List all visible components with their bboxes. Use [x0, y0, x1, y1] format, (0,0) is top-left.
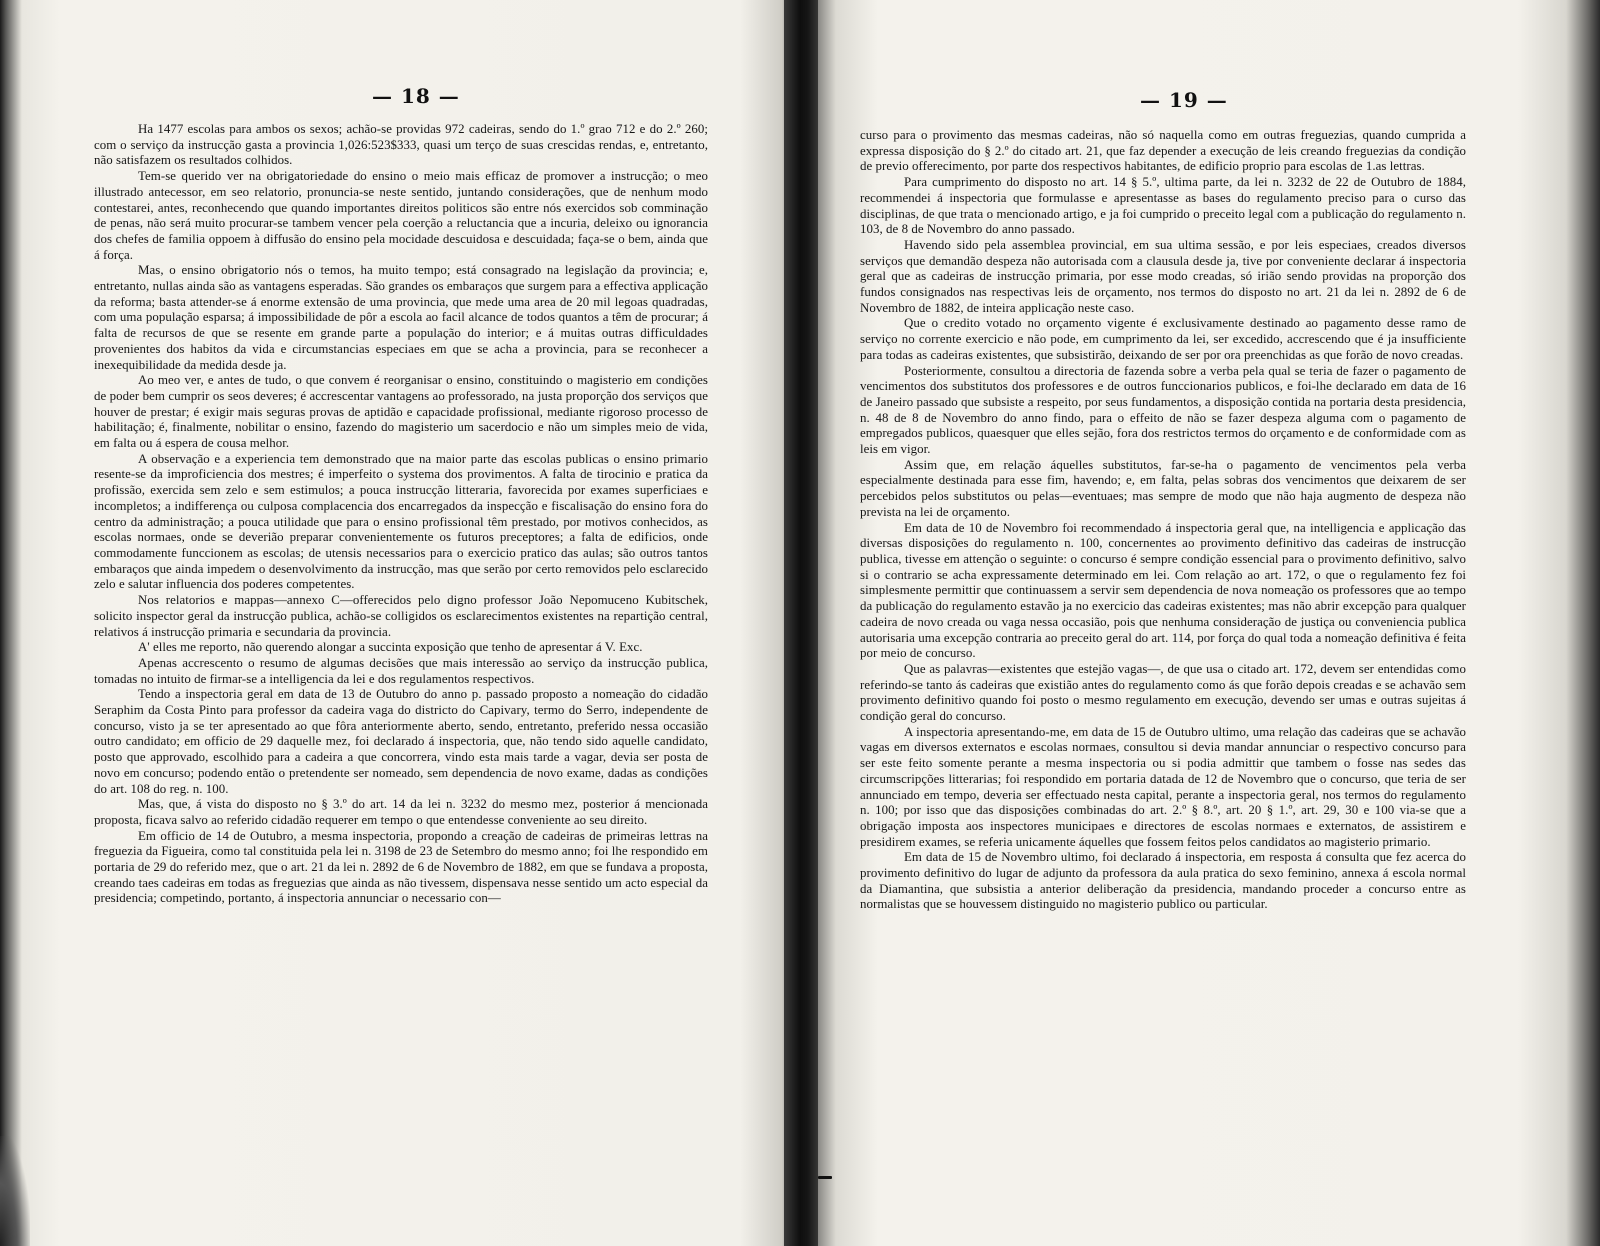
paragraph: A' elles me reporto, não querendo alongar a succinta exposição que tenho de apresentar á V. Exc. [138, 640, 643, 655]
page-number: — 19 — [1140, 88, 1228, 112]
right-page [818, 0, 1600, 1246]
paragraph: Que as palavras—existentes que estejão vagas—, de que usa o citado art. 172, devem ser entendidas como referindo-se tanto ás cadeiras que existião antes do regulamento como ás que forão depois creadas e se achavão sem provimento definitivo quando foi posto o mesmo regulamento em execução, devendo ser umas e outras sujeitas á condição geral do concurso. [860, 661, 1466, 724]
paragraph: Tem-se querido ver na obrigatoriedade do ensino o meio mais efficaz de promover a instrucção; o meo illustrado antecessor, em seo relatorio, pronuncia-se neste sentido, juntando considerações, que de nenhum modo contestarei, antes, reconhecendo que quando importantes direitos politicos são entre nós exercidos sob comminação de penas, não será muito procurar-se tambem vencer pela coerção a reluctancia que a incuria, deleixo ou ignorancia dos chefes de familia oppoem à diffusão do ensino pela mocidade descuidosa e descuidada; faça-se o bem, ainda que á força. [94, 169, 708, 262]
paragraph: Ao meo ver, e antes de tudo, o que convem é reorganisar o ensino, constituindo o magisterio em condições de poder bem cumprir os seos deveres; é accrescentar vantagens ao professorado, na justa proporção dos serviços que houver de prestar; é exigir mais seguras provas de aptidão e capacidade profissional, mediante rigoroso processo de habilitação; é, finalmente, nobilitar o ensino, fazendo do magisterio um sacerdocio e não um simples meio de vida, em falta ou á espera de cousa melhor. [94, 373, 708, 451]
paragraph: Havendo sido pela assemblea provincial, em sua ultima sessão, e por leis especiaes, creados diversos serviços que demandão despeza não autorisada com a clausula desde ja, tive por conveniente declarar á inspectoria geral que as cadeiras de instrucção primaria, por esse modo creadas, só irião sendo providas na proporção dos fundos consignados nas respectivas leis de orçamento, nos termos do disposto no art. 21 da lei n. 2892 de 6 de Novembro de 1882, de inteira applicação neste caso. [860, 237, 1466, 315]
paragraph: Em data de 10 de Novembro foi recommendado á inspectoria geral que, na intelligencia e applicação das diversas disposições do regulamento n. 100, concernentes ao provimento definitivo das cadeiras de instrucção publica, tivesse em attenção o seguinte: o concurso é sempre condição essencial para o provimento definitivo, salvo si o contrario se acha expressamente determinado em lei. Com relação ao art. 172, o que o regulamento fez foi simplesmente permittir que continuassem a servir sem dependencia de nova nomeação os professores que ao tempo da publicação do regulamento estavão ja no exercicio das cadeiras existentes; mas não abrir excepção para qualquer cadeira de novo creada ou vaga nessa occasião, pois que nenhuma consideração de justiça ou conveniencia publica autorisaria uma excepção contraria ao preceito geral do art. 114, por força do qual toda a nomeação definitiva é feita por meio de concurso. [860, 520, 1466, 661]
paragraph: Em officio de 14 de Outubro, a mesma inspectoria, propondo a creação de cadeiras de primeiras lettras na freguezia da Figueira, como tal constituida pela lei n. 3198 de 23 de Setembro do mesmo anno; foi lhe respondido em portaria de 29 do referido mez, que o art. 21 da lei n. 2892 de 6 de Novembro de 1882, em que se fundava a proposta, creando taes cadeiras em todas as freguezias que ainda as não tivessem, dispensava nesse sentido um acto especial da presidencia; competindo, portanto, á inspectoria annunciar o necessario con— [94, 828, 708, 906]
paragraph: Posteriormente, consultou a directoria de fazenda sobre a verba pela qual se teria de fazer o pagamento de vencimentos dos substitutos dos professores e de outros funccionarios publicos, e foi-lhe declarado em data de 16 de Janeiro passado que subsiste a respeito, por seus fundamentos, a disposição contida na portaria desta presidencia, n. 48 de 8 de Novembro do anno findo, para o effeito de não se fazer despeza alguma com o pagamento de empregados publicos, quaesquer que elles sejão, fora dos restrictos termos do orçamento e de conformidade com as leis em vigor. [860, 363, 1466, 457]
right-page-text [860, 128, 1466, 913]
paragraph: Mas, que, á vista do disposto no § 3.º do art. 14 da lei n. 3232 do mesmo mez, posterior á mencionada proposta, ficava salvo ao referido cidadão requerer em tempo o que entendesse conveniente ao seu direito. [94, 797, 708, 827]
left-page-text [94, 122, 708, 907]
left-page [0, 0, 792, 1246]
paragraph: Que o credito votado no orçamento vigente é exclusivamente destinado ao pagamento desse ramo de serviço no corrente exercicio e não pode, em cumprimento da lei, ser excedido, accrescendo que é ja insufficiente para todas as cadeiras existentes, que subsistirão, deixando de ser por ora preenchidas as que forão de novo creadas. [860, 316, 1466, 362]
paragraph: curso para o provimento das mesmas cadeiras, não só naquella como em outras freguezias, quando cumprida a expressa disposição do § 2.º do citado art. 21, que faz depender a execução de leis creando freguezias da condição de previo offerecimento, por parte dos respectivos habitantes, de edificio proprio para escolas de 1.as lettras. [860, 128, 1466, 174]
paragraph: A observação e a experiencia tem demonstrado que na maior parte das escolas publicas o ensino primario resente-se da improficiencia dos mestres; é imperfeito o systema dos provimentos. A falta de tirocinio e pratica da profissão, exercida sem zelo e sem estimulos; a pouca instrucção litteraria, favorecida por exames superficiaes e incompletos; a indifferença ou culposa complacencia dos encarregados da inspecção e fiscalisação do ensino fora do centro da administração; a pouca utilidade que para o ensino profissional têm prestado, por motivos conhecidos, as escolas normaes, onde se deverião preparar convenientemente os futuros preceptores; a falta de edificios, onde commodamente funccionem as escolas; de utensis necessarios para o exercicio pratico das aulas; são outros tantos embaraços que ainda impedem o desenvolvimento da instrucção, mas que serão por certo removidos pelo esclarecido zelo e salutar influencia dos poderes competentes. [94, 451, 708, 592]
paragraph: Apenas accrescento o resumo de algumas decisões que mais interessão ao serviço da instrucção publica, tomadas no intuito de firmar-se a intelligencia da lei e dos regulamentos respectivos. [94, 655, 708, 686]
paragraph: A inspectoria apresentando-me, em data de 15 de Outubro ultimo, uma relação das cadeiras que se achavão vagas em diversos externatos e escolas normaes, consultou si devia mandar annunciar o respectivo concurso para ser este feito somente perante a mesma inspectoria ou si podia admittir que tambem o fosse nas sedes das circumscripções litterarias; foi respondido em portaria datada de 12 de Novembro que o concurso, que teria de ser annunciado em tempo, deveria ser effectuado nesta capital, perante a inspectoria geral, nos termos do regulamento n. 100; por isso que das disposições combinadas do art. 2.º § 8.º, art. 20 § 1.º, art. 29, 30 e 100 via-se que a obrigação imposta aos inspectores municipaes e directores de escolas normaes e externatos, de assistirem e presidirem exames, se referia unicamente áquelles que fossem feitos pelos candidatos ao magisterio primario. [860, 724, 1466, 849]
scan-speck [818, 1176, 832, 1179]
page-corner-shadow [0, 1136, 30, 1246]
paragraph: Assim que, em relação áquelles substitutos, far-se-ha o pagamento de vencimentos pela verba especialmente destinada para esse fim, havendo; e, em falta, pelas sobras dos vencimentos que deixarem de ser percebidos pelos substitutos ou pelas—eventuaes; mas sempre de modo que não haja augmento de despeza não prevista na lei de orçamento. [860, 457, 1466, 519]
paragraph: Em data de 15 de Novembro ultimo, foi declarado á inspectoria, em resposta á consulta que fez acerca do provimento definitivo do lugar de adjunto da professora da aula pratica do sexo feminino, annexa á escola normal da Diamantina, que subsistia a anterior deliberação da presidencia, mandando proceder a concurso entre as normalistas que se houvessem distinguido no magisterio publico ou particular. [860, 850, 1466, 912]
paragraph: Tendo a inspectoria geral em data de 13 de Outubro do anno p. passado proposto a nomeação do cidadão Seraphim da Costa Pinto para professor da cadeira vaga do districto do Capivary, termo do Serro, independente de concurso, visto ja se ter apresentado ao que fôra anteriormente aberto, sendo, entretanto, preferido nessa occasião outro candidato; em officio de 29 daquelle mez, foi declarado á inspectoria, que, não tendo sido aquelle candidato, posto que approvado, escolhido para a cadeira a que concorrera, vindo esta mais tarde a vagar, devia ser posta de novo em concurso; podendo então o pretendente ser nomeado, sem dependencia de novo exame, dadas as condições do art. 108 do reg. n. 100. [94, 687, 708, 796]
paragraph: Ha 1477 escolas para ambos os sexos; achão-se providas 972 cadeiras, sendo do 1.º grao 712 e do 2.º 260; com o serviço da instrucção gasta a provincia 1,026:523$333, quasi um terço de suas crescidas rendas, e, entretanto, não satisfazem os resultados colhidos. [94, 122, 708, 168]
paragraph: Nos relatorios e mappas—annexo C—offerecidos pelo digno professor João Nepomuceno Kubitschek, solicito inspector geral da instrucção publica, achão-se colligidos os esclarecimentos existentes na repartição central, relativos á instrucção primaria e secundaria da provincia. [94, 593, 708, 639]
paragraph: Para cumprimento do disposto no art. 14 § 5.º, ultima parte, da lei n. 3232 de 22 de Outubro de 1884, recommendei á inspectoria que formulasse e apresentasse as bases do regulamento preciso para o curso das disciplinas, de que trata o mencionado artigo, e ja foi cumprido o preceito legal com a publicação do regulamento n. 103, de 8 de Novembro do anno passado. [860, 175, 1466, 237]
page-number: — 18 — [372, 84, 460, 108]
paragraph: Mas, o ensino obrigatorio nós o temos, ha muito tempo; está consagrado na legislação da provincia; e, entretanto, nullas ainda são as vantagens esperadas. São grandes os embaraços que surgem para a effectiva applicação da reforma; basta attender-se á enorme extensão de uma provincia, que mede uma area de 20 mil legoas quadradas, com uma população esparsa; á impossibilidade de pôr a escola ao facil alcance de todos quantos a têm de procurar; á falta de recursos de que se resente em grande parte a população do interior; e á muitas outras difficuldades provenientes dos habitos da vida e circumstancias especiaes em que se acha a provincia, para se reconhecer a inexequibilidade da medida desde ja. [94, 263, 708, 372]
